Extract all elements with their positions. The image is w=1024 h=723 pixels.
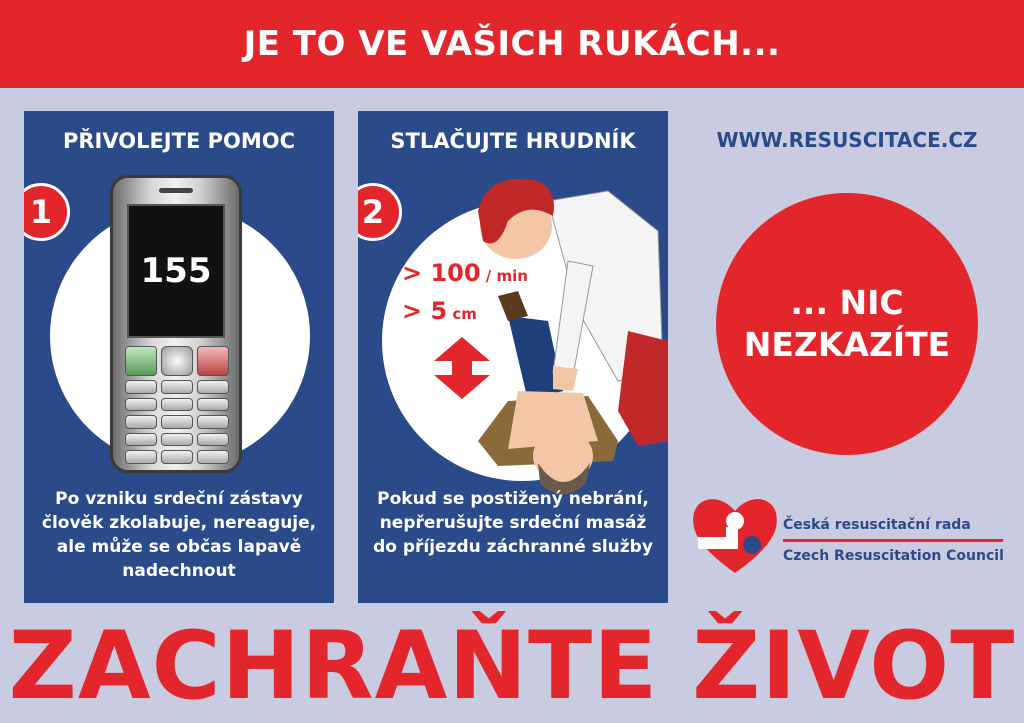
keypad-key — [197, 450, 229, 464]
keypad-key — [197, 433, 229, 447]
compression-rate-value: > 100 — [402, 259, 481, 287]
compression-rate-unit: / min — [480, 267, 528, 285]
slogan-circle-text: ... NIC NEZKAZÍTE — [743, 283, 951, 364]
step-2-badge: 2 — [358, 183, 402, 241]
phone-speaker — [159, 188, 193, 193]
org-name-en: Czech Resuscitation Council — [783, 548, 1004, 564]
keypad-key — [197, 398, 229, 412]
nav-key — [161, 346, 193, 376]
mobile-phone-icon — [110, 175, 242, 473]
compression-depth — [402, 297, 477, 325]
step-1-badge: 1 — [24, 183, 70, 241]
phone-screen — [127, 204, 225, 338]
logo-divider — [783, 539, 1003, 542]
panel-2-title: STLAČUJTE HRUDNÍK — [390, 129, 636, 153]
compression-rate — [402, 259, 528, 287]
org-name-cz: Česká resuscitační rada — [783, 517, 971, 533]
phone-keypad — [125, 346, 229, 464]
keypad-key — [125, 398, 157, 412]
keypad-key — [197, 380, 229, 394]
panel-chest-compressions — [358, 111, 668, 603]
keypad-key — [125, 433, 157, 447]
call-key — [125, 346, 157, 376]
website-url: WWW.RESUSCITACE.CZ — [716, 128, 978, 152]
keypad-key — [125, 450, 157, 464]
compression-depth-value: > 5 — [402, 297, 448, 325]
keypad-key — [161, 380, 193, 394]
keypad-key — [161, 415, 193, 429]
panel-2-text: Pokud se postižený nebrání, nepřerušujte srdeční masáž do příjezdu záchranné služby — [373, 489, 653, 557]
end-key — [197, 346, 229, 376]
keypad-key — [125, 380, 157, 394]
keypad-key — [161, 433, 193, 447]
slogan-circle — [716, 193, 978, 455]
keypad-key — [161, 398, 193, 412]
panel-call-help — [24, 111, 334, 603]
phone-number: 155 — [140, 251, 212, 291]
keypad-key — [161, 450, 193, 464]
header-title: JE TO VE VAŠICH RUKÁCH... — [243, 24, 781, 64]
panel-1-title: PŘIVOLEJTE POMOC — [62, 129, 296, 153]
panel-1-text: Po vzniku srdeční zástavy člověk zkolabuje, nereaguje, ale může se občas lapavě nadechnout — [41, 489, 317, 581]
up-down-arrow-icon — [434, 337, 490, 399]
keypad-key — [125, 415, 157, 429]
footer-slogan: ZACHRAŇTE ŽIVOT — [8, 612, 1016, 721]
compression-depth-unit: cm — [447, 305, 477, 323]
heart-logo-icon — [690, 493, 780, 575]
header-banner — [0, 0, 1024, 88]
keypad-key — [197, 415, 229, 429]
